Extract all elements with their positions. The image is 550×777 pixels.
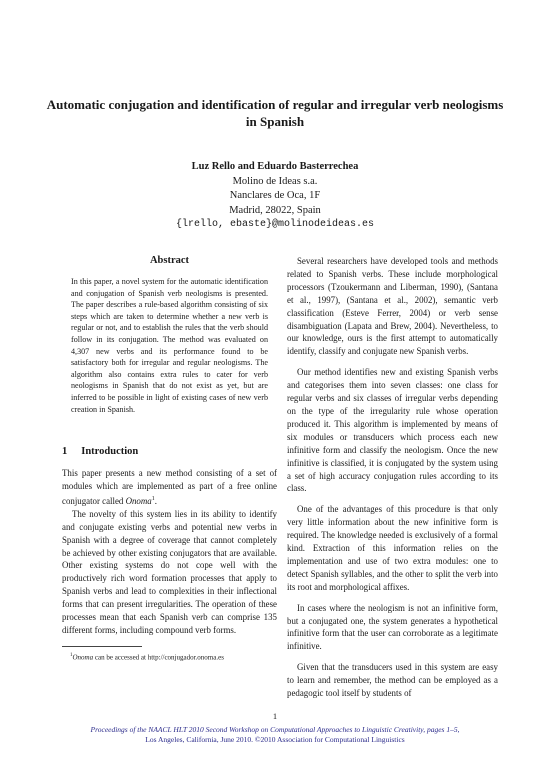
footnote-number: 1 — [70, 652, 73, 658]
section-number: 1 — [62, 446, 68, 458]
right-column — [287, 255, 498, 700]
affiliation: Molino de Ideas s.a. — [232, 175, 318, 187]
onoma-name: Onoma — [125, 495, 152, 506]
footnote — [62, 651, 277, 662]
right-paragraph-1: Several researchers have developed tools and methods related to Spanish verbs. These include morphological processors (Tzoukermann and Liberman, 1990), (Santana et al., 1997), (Santana et al., 2002), semantic verb classification (Esteve Ferrer, 2004) or verb sense disambiguation (Lapata and Brew, 2004). Nevertheless, to our knowledge, ours is the first attempt to automatically identify, classify and conjugate new Spanish verbs. — [287, 256, 498, 357]
footnote-onoma: Onoma — [72, 653, 94, 662]
author-block — [100, 160, 450, 233]
right-paragraph-4: In cases where the neologism is not an infinitive form, but a conjugated one, the system generates a hypothetical infinitive form that the user can corroborate as a legitimate infinitive. — [287, 602, 498, 652]
proceedings-footer — [40, 725, 510, 745]
proceedings-line-1: Proceedings of the NAACL HLT 2010 Second Workshop on Computational Approaches to Linguistic Creativity, pages 1–5, — [90, 725, 460, 734]
intro-paragraph-1-end: . — [154, 495, 157, 506]
section-title: Introduction — [81, 446, 139, 458]
right-paragraph-5: Given that the transducers used in this system are easy to learn and remember, the method can be employed as a pedagogic tool itself by students of — [287, 662, 498, 699]
paper-title: Automatic conjugation and identification of regular and irregular verb neologisms in Spanish — [46, 97, 504, 129]
right-paragraph-3: One of the advantages of this procedure is that only very little information about the new infinitive form is required. The knowledge needed is exclusively of a formal kind. Extraction of this information relies on the implementation and use of two extra modules: one to detect Spanish syllables, and the other to split the verb into its root and morphological affixes. — [287, 504, 498, 592]
left-column — [62, 255, 277, 662]
abstract-text: In this paper, a novel system for the automatic identification and conjugation of Spanish verb neologisms is presented. The paper describes a rule-based algorithm consisting of six steps which are taken to determine whether a new verb is regular or not, and to establish the rules that the verb should follow in its conjugation. The method was evaluated on 4,307 new verbs and its performance found to be satisfactory both for irregular and regular neologisms. The algorithm also contains extra rules to cater for verb neologisms in Spanish that do not exist as yet, but are inferred to be possible in light of existing cases of new verb creation in Spanish. — [71, 277, 268, 414]
address-line-1: Nanclares de Oca, 1F — [229, 190, 321, 201]
footnote-marker: 1 — [151, 495, 155, 502]
page-number: 1 — [272, 711, 278, 721]
intro-paragraph-1 — [62, 467, 277, 508]
author-names: Luz Rello and Eduardo Basterrechea — [191, 161, 359, 172]
right-paragraph-2: Our method identifies new and existing Spanish verbs and categorises them into seven classes: one class for regular verbs and six classes of irregular verbs depending on the type of the irregularity rule whose operation produced it. This algorithm is implemented by means of six modules or transducers which process each new infinitive form and classify the neologism. Once the new infinitive is classified, it is conjugated by the system using a set of high accuracy conjugation rules according to its class. — [287, 367, 498, 494]
proceedings-line-2: Los Angeles, California, June 2010. ©2010 Association for Computational Linguistics — [145, 735, 405, 744]
footnote-rule — [62, 646, 142, 647]
intro-paragraph-2: The novelty of this system lies in its ability to identify and conjugate existing verbs and potential new verbs in Spanish with a degree of coverage that cannot completely be achieved by other existing conjugators that are available. Other existing systems do not cope well with the productively rich word formation processes that apply to Spanish verbs and lead to complexities in their inflectional forms that can present irregularities. The operation of these processes mean that each Spanish verb can comprise 135 different forms, including compound verb forms. — [62, 508, 277, 635]
footnote-text: can be accessed at http://conjugador.onoma.es — [93, 653, 224, 662]
intro-paragraph-1-text: This paper presents a new method consisting of a set of modules which are implemented as part of a free online conjugator called — [62, 468, 277, 506]
section-heading-introduction — [62, 446, 277, 457]
address-line-2: Madrid, 28022, Spain — [229, 204, 321, 216]
abstract-heading: Abstract — [149, 255, 190, 266]
author-email: {lrello, ebaste}@molinodeideas.es — [175, 219, 375, 230]
